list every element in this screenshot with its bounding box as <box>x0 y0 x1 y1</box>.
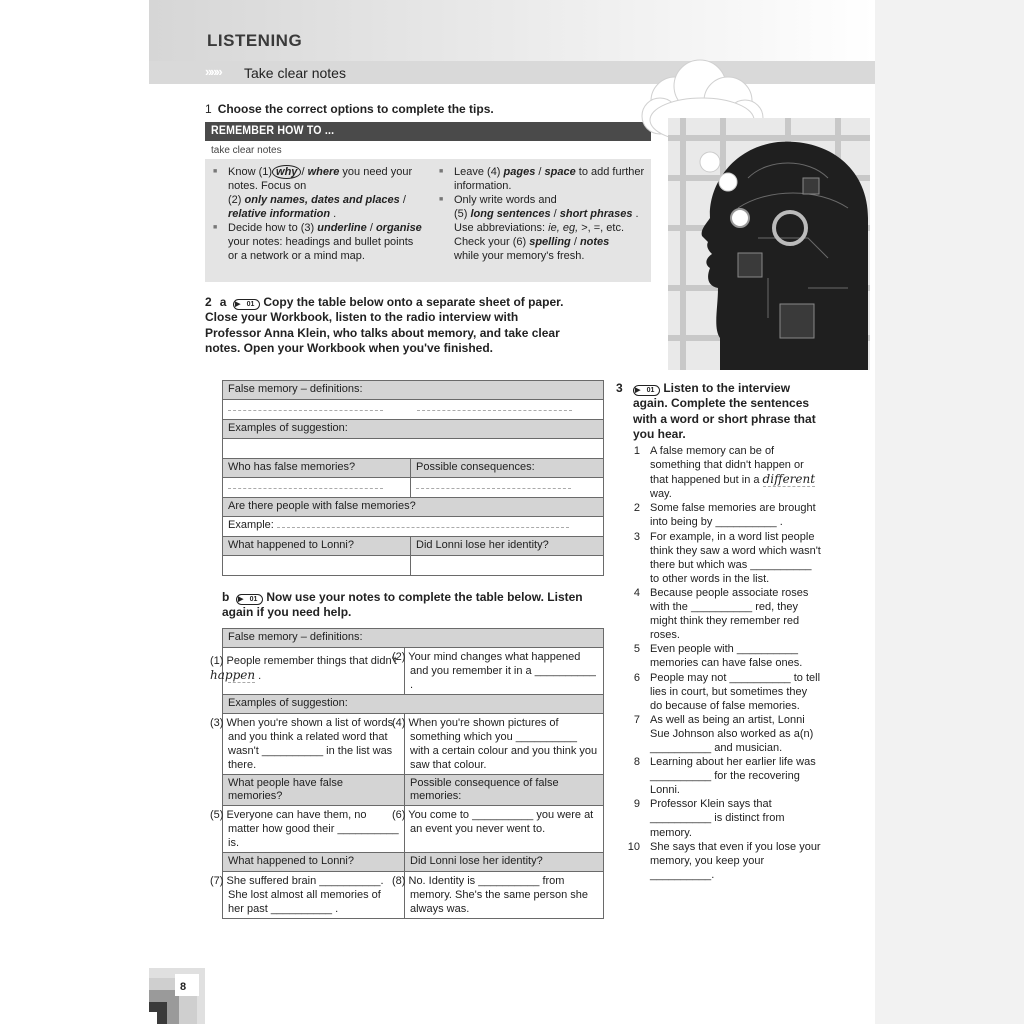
notes-table-blank <box>222 380 604 576</box>
option-long-sentences[interactable]: long sentences <box>470 208 551 220</box>
section-title: LISTENING <box>207 31 303 50</box>
tip-5: ■ Only write words and (5) long sentences / short phrases . Use abbreviations: ie, eg, >, =, etc. Check your (6) spelling / notes while your memory's fresh. <box>437 193 649 263</box>
table-cell: (1) People remember things that didn't happen . <box>223 648 405 695</box>
remember-title-text: REMEMBER HOW TO ... <box>211 125 335 137</box>
list-item: 6 People may not __________ to tell lies in court, but sometimes they do because of false memories. <box>633 671 821 712</box>
answer-cell[interactable] <box>411 478 604 498</box>
exercise-1-instruction <box>205 102 494 116</box>
table-cell: (2) Your mind changes what happened and you remember it in a __________ . <box>405 648 604 695</box>
blank[interactable]: __________ <box>690 601 753 614</box>
list-item: 3 For example, in a word list people think they saw a word which wasn't there but which was __________ to other words in the list. <box>633 530 821 585</box>
table-header: Possible consequences: <box>411 459 604 478</box>
option-organise[interactable]: organise <box>375 222 422 234</box>
blank[interactable]: __________ <box>534 665 596 677</box>
page-number-block <box>149 968 205 1024</box>
blank[interactable]: __________ <box>515 731 577 743</box>
list-item: 10 She says that even if you lose your memory, you keep your __________. <box>627 840 821 881</box>
audio-track-icon[interactable]: ▶ 01 <box>633 385 660 396</box>
exercise-3-items <box>622 444 822 882</box>
table-header: Possible consequence of false memories: <box>405 775 604 806</box>
list-item: 2 Some false memories are brought into being by __________ . <box>633 502 816 529</box>
list-item: 5 Even people with __________ memories can have false ones. <box>633 643 803 670</box>
blank[interactable]: __________ <box>650 812 712 825</box>
table-cell: (7) She suffered brain __________. She lost almost all memories of her past __________ . <box>223 872 405 919</box>
option-space[interactable]: space <box>544 166 576 178</box>
handwritten-answer[interactable]: different <box>762 472 816 487</box>
blank[interactable]: __________ <box>750 558 812 571</box>
thought-bubble-icon <box>692 150 752 230</box>
exercise-2a-instruction: 2 a ▶ 01 Copy the table below onto a separate sheet of paper. Close your Workbook, listen to the radio interview with Professor Anna Klein, who talks about memory, and take clear notes. Open your Workbook when you've finished. <box>205 295 565 356</box>
answer-row[interactable] <box>223 439 604 459</box>
table-cell: (4) When you're shown pictures of something which you __________ with a certain colour and you think you saw that colour. <box>405 714 604 775</box>
remember-box-subtitle: take clear notes <box>211 145 282 156</box>
option-pages[interactable]: pages <box>503 166 536 178</box>
table-header: Are there people with false memories? <box>223 498 604 517</box>
right-margin <box>875 0 1024 1024</box>
blank[interactable]: __________ <box>319 875 381 887</box>
option-spelling[interactable]: spelling <box>529 236 571 248</box>
audio-track-icon[interactable]: ▶ 01 <box>233 299 260 310</box>
list-item: 4 Because people associate roses with the __________ red, they might think they remember red roses. <box>633 586 809 642</box>
table-cell: (8) No. Identity is __________ from memory. She's the same person she always was. <box>405 872 604 919</box>
arrows-icon: »»» <box>205 64 221 79</box>
option-only-names[interactable]: only names, dates and places <box>244 194 400 206</box>
blank[interactable]: __________ <box>650 770 712 783</box>
option-relevant-info[interactable]: relative information <box>228 208 331 220</box>
subtitle: Take clear notes <box>244 65 346 81</box>
tip-2: (2) only names, dates and places / relative information . <box>228 194 406 220</box>
blank[interactable]: __________ <box>472 809 534 821</box>
blank[interactable]: __________ <box>650 868 712 881</box>
table-header: What people have false memories? <box>223 775 405 806</box>
option-short-phrases[interactable]: short phrases <box>559 208 633 220</box>
audio-track-icon[interactable]: ▶ 01 <box>236 594 263 605</box>
tips-box <box>205 159 651 282</box>
answer-row[interactable] <box>223 400 604 420</box>
list-item: 8 Learning about her earlier life was __________ for the recovering Lonni. <box>633 756 816 797</box>
tips-right-column <box>437 165 649 263</box>
answer-cell[interactable] <box>223 556 411 576</box>
list-item: 1 A false memory can be of something that didn't happen or that happened but in a different way. <box>633 445 816 501</box>
blank[interactable]: __________ <box>715 516 777 529</box>
table-header: False memory – definitions: <box>223 381 604 400</box>
table-header: What happened to Lonni? <box>223 853 405 872</box>
answer-cell[interactable] <box>411 556 604 576</box>
notes-table-completed <box>210 628 604 919</box>
page-corner-icon <box>149 968 205 1024</box>
table-cell: (5) Everyone can have them, no matter how good their __________ is. <box>223 806 405 853</box>
instruction-text: Choose the correct options to complete the tips. <box>217 102 494 116</box>
blank[interactable]: __________ <box>270 903 332 915</box>
table-cell: (3) When you're shown a list of words and you think a related word that wasn't __________ in the list was there. <box>223 714 405 775</box>
tip-1: ■ Know (1) why / where you need your notes. Focus on <box>211 165 425 193</box>
option-notes[interactable]: notes <box>579 236 610 248</box>
blank[interactable]: __________ <box>261 745 324 757</box>
handwritten-answer[interactable]: happen <box>210 668 256 682</box>
remember-box-title <box>205 122 651 141</box>
table-header: Examples of suggestion: <box>223 420 604 439</box>
exercise-2b-instruction: b ▶ 01 Now use your notes to complete the table below. Listen again if you need help. <box>222 590 607 621</box>
answer-cell[interactable] <box>223 478 411 498</box>
tip-4: ■ Leave (4) pages / space to add further information. <box>437 165 649 193</box>
table-header: Did Lonni lose her identity? <box>405 853 604 872</box>
exercise-3-instruction: 3 ▶ 01 Listen to the interview again. Complete the sentences with a word or short phrase that you hear. <box>616 381 821 442</box>
table-header: What happened to Lonni? <box>223 537 411 556</box>
list-item: 9 Professor Klein says that __________ is distinct from memory. <box>633 798 785 839</box>
table-header: Did Lonni lose her identity? <box>411 537 604 556</box>
tips-left-column <box>211 165 425 263</box>
table-header: False memory – definitions: <box>223 629 604 648</box>
blank[interactable]: __________ <box>337 823 399 835</box>
table-header: Who has false memories? <box>223 459 411 478</box>
circled-answer: why <box>272 165 301 179</box>
list-item: 7 As well as being an artist, Lonni Sue Johnson also worked as a(n) __________ and musician. <box>633 713 814 754</box>
option-underline[interactable]: underline <box>317 222 367 234</box>
table-header: Examples of suggestion: <box>223 695 604 714</box>
answer-row[interactable]: Example: <box>223 517 604 537</box>
table-cell: (6) You come to __________ you were at an event you never went to. <box>405 806 604 853</box>
blank[interactable]: __________ <box>736 643 799 656</box>
page-number: 8 <box>180 981 187 993</box>
option-where[interactable]: where <box>307 166 340 178</box>
tip-3: ■ Decide how to (3) underline / organise your notes: headings and bullet points or a network or a mind map. <box>211 221 425 263</box>
exercise-number: 1 <box>205 102 212 116</box>
blank[interactable]: __________ <box>478 875 540 887</box>
blank[interactable]: __________ <box>729 671 791 684</box>
blank[interactable]: __________ <box>650 741 712 754</box>
